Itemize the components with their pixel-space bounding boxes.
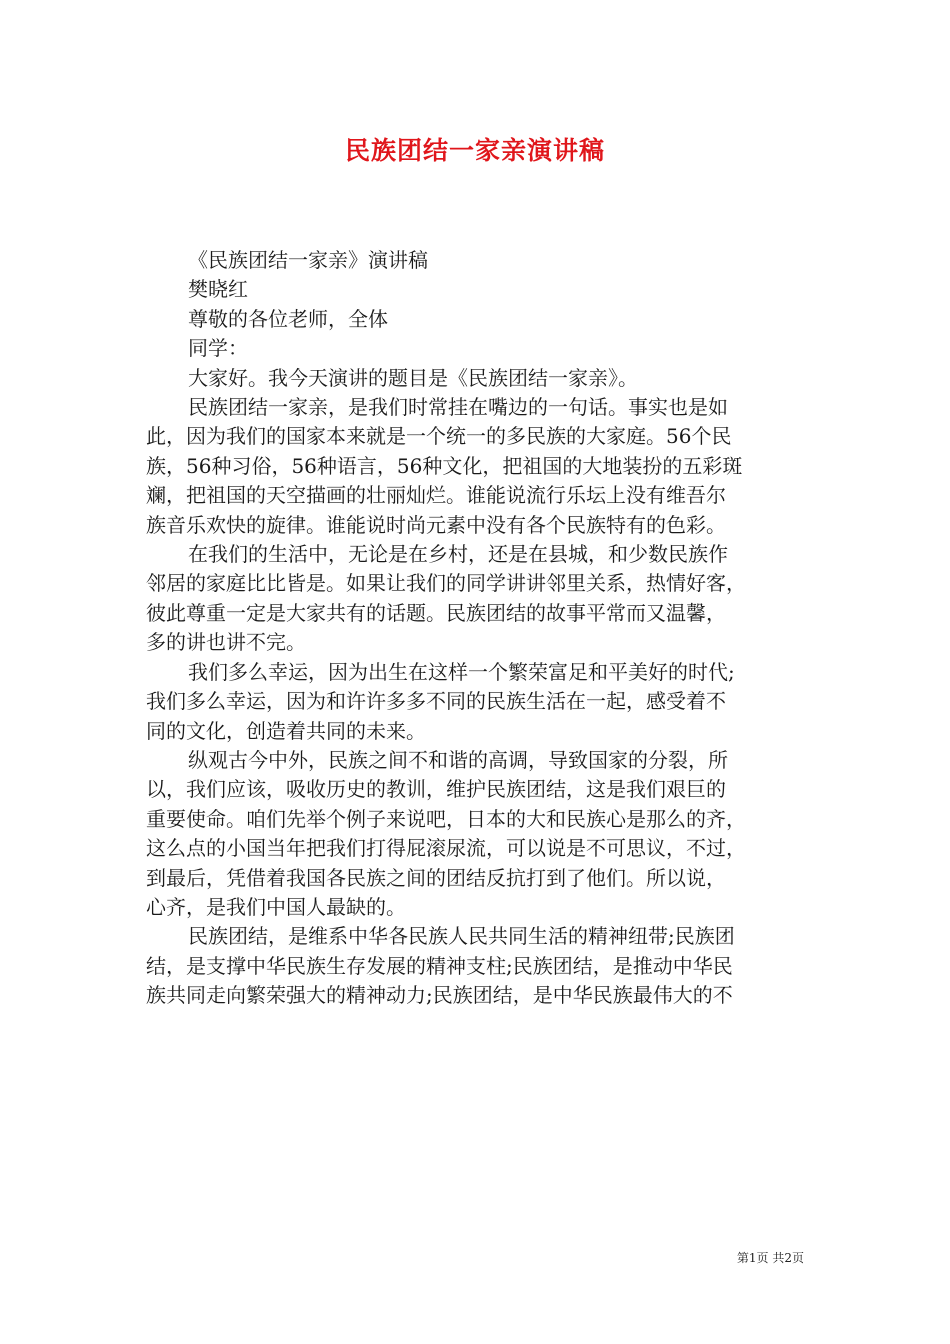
text-line: 多的讲也讲不完。 — [146, 630, 306, 655]
text-line: 结，是支撑中华民族生存发展的精神支柱;民族团结，是推动中华民 — [146, 953, 733, 978]
text-line: 重要使命。咱们先举个例子来说吧，日本的大和民族心是那么的齐， — [146, 806, 746, 831]
text-line: 这么点的小国当年把我们打得屁滚尿流，可以说是不可思议，不过， — [146, 836, 746, 861]
text-line: 我们多么幸运，因为和许许多多不同的民族生活在一起，感受着不 — [146, 689, 726, 714]
text-line: 《民族团结一家亲》演讲稿 — [188, 248, 428, 272]
page-number: 第1页 共2页 — [736, 1251, 804, 1265]
text-line: 我们多么幸运，因为出生在这样一个繁荣富足和平美好的时代; — [188, 659, 735, 684]
text-line: 尊敬的各位老师，全体 — [188, 306, 388, 331]
text-line: 在我们的生活中，无论是在乡村，还是在县城，和少数民族作 — [188, 542, 728, 567]
text-line: 同学： — [188, 336, 248, 361]
text-line: 斓，把祖国的天空描画的壮丽灿烂。谁能说流行乐坛上没有维吾尔 — [146, 483, 726, 508]
text-line: 族音乐欢快的旋律。谁能说时尚元素中没有各个民族特有的色彩。 — [146, 512, 726, 537]
text-line: 族共同走向繁荣强大的精神动力;民族团结，是中华民族最伟大的不 — [146, 983, 733, 1008]
text-line: 邻居的家庭比比皆是。如果让我们的同学讲讲邻里关系，热情好客， — [146, 571, 746, 596]
document-body — [146, 246, 806, 1011]
text-line: 民族团结，是维系中华各民族人民共同生活的精神纽带;民族团 — [188, 924, 735, 949]
document-title: 民族团结一家亲演讲稿 — [344, 136, 605, 165]
text-line: 纵观古今中外，民族之间不和谐的高调，导致国家的分裂，所 — [188, 747, 728, 772]
text-line: 民族团结一家亲，是我们时常挂在嘴边的一句话。事实也是如 — [188, 395, 728, 420]
text-line: 心齐，是我们中国人最缺的。 — [146, 894, 406, 919]
text-line: 大家好。我今天演讲的题目是《民族团结一家亲》。 — [188, 365, 638, 390]
text-line: 以，我们应该，吸收历史的教训，维护民族团结，这是我们艰巨的 — [146, 777, 726, 802]
text-line: 到最后，凭借着我国各民族之间的团结反抗打到了他们。所以说， — [146, 865, 726, 890]
text-line: 樊晓红 — [188, 277, 248, 302]
text-line: 此，因为我们的国家本来就是一个统一的多民族的大家庭。56个民 — [146, 424, 732, 449]
text-line: 族，56种习俗，56种语言，56种文化，把祖国的大地装扮的五彩斑 — [146, 453, 743, 478]
text-line: 彼此尊重一定是大家共有的话题。民族团结的故事平常而又温馨， — [146, 600, 726, 625]
text-line: 同的文化，创造着共同的未来。 — [146, 718, 426, 743]
